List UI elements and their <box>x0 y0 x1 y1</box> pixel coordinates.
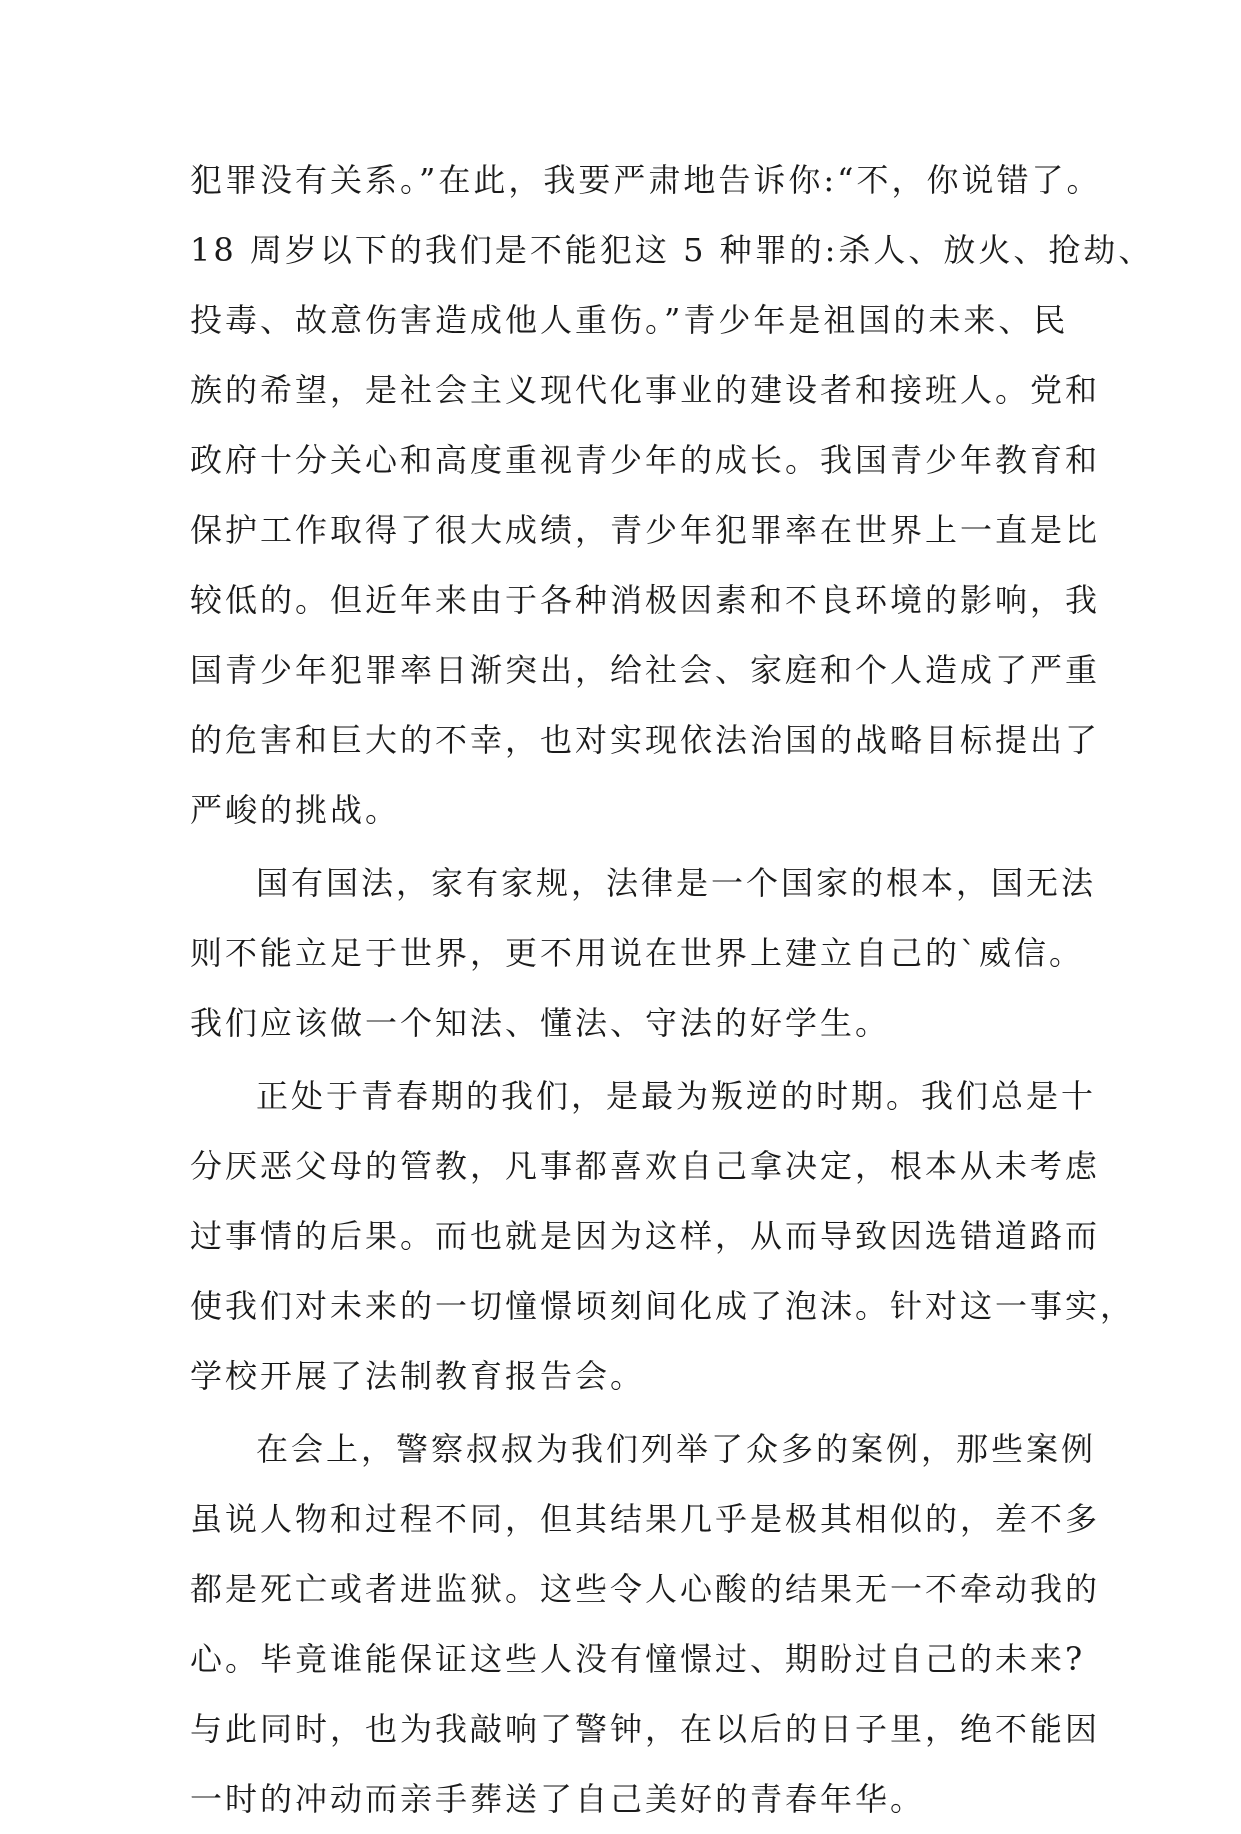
paragraph-line: 国青少年犯罪率日渐突出，给社会、家庭和个人造成了严重 <box>190 651 1101 689</box>
paragraph-3 <box>190 1061 1136 1411</box>
paragraph-line: 虽说人物和过程不同，但其结果几乎是极其相似的，差不多 <box>190 1500 1101 1538</box>
paragraph-line: 18 周岁以下的我们是不能犯这 5 种罪的:杀人、放火、抢劫、 <box>190 231 1154 269</box>
paragraph-line: 与此同时，也为我敲响了警钟，在以后的日子里，绝不能因 <box>190 1710 1101 1748</box>
paragraph-first-line: 国有国法，家有家规，法律是一个国家的根本，国无法 <box>256 864 1097 902</box>
paragraph-line: 族的希望，是社会主义现代化事业的建设者和接班人。党和 <box>190 371 1101 409</box>
paragraph-first-line: 正处于青春期的我们，是最为叛逆的时期。我们总是十 <box>256 1077 1097 1115</box>
paragraph-line: 政府十分关心和高度重视青少年的成长。我国青少年教育和 <box>190 441 1101 479</box>
paragraph-line: 则不能立足于世界，更不用说在世界上建立自己的`威信。 <box>190 934 1085 972</box>
paragraph-line: 犯罪没有关系。”在此，我要严肃地告诉你:“不，你说错了。 <box>190 161 1102 199</box>
paragraph-2 <box>190 848 1097 1058</box>
paragraph-line: 严峻的挑战。 <box>190 791 401 829</box>
paragraph-line: 保护工作取得了很大成绩，青少年犯罪率在世界上一直是比 <box>190 511 1101 549</box>
paragraph-line: 过事情的后果。而也就是因为这样，从而导致因选错道路而 <box>190 1217 1101 1255</box>
paragraph-line: 心。毕竟谁能保证这些人没有憧憬过、期盼过自己的未来? <box>190 1640 1086 1678</box>
paragraph-line: 我们应该做一个知法、懂法、守法的好学生。 <box>190 1004 891 1042</box>
paragraph-4 <box>190 1414 1101 1834</box>
paragraph-line: 学校开展了法制教育报告会。 <box>190 1357 646 1395</box>
paragraph-line: 都是死亡或者进监狱。这些令人心酸的结果无一不牵动我的 <box>190 1570 1101 1608</box>
paragraph-line: 一时的冲动而亲手葬送了自己美好的青春年华。 <box>190 1780 926 1818</box>
paragraph-line: 的危害和巨大的不幸，也对实现依法治国的战略目标提出了 <box>190 721 1101 759</box>
paragraph-line: 投毒、故意伤害造成他人重伤。”青少年是祖国的未来、民 <box>190 301 1069 339</box>
paragraph-line: 分厌恶父母的管教，凡事都喜欢自己拿决定，根本从未考虑 <box>190 1147 1101 1185</box>
paragraph-first-line: 在会上，警察叔叔为我们列举了众多的案例，那些案例 <box>256 1430 1097 1468</box>
paragraph-line: 使我们对未来的一切憧憬顷刻间化成了泡沫。针对这一事实， <box>190 1287 1136 1325</box>
paragraph-line: 较低的。但近年来由于各种消极因素和不良环境的影响，我 <box>190 581 1101 619</box>
paragraph-1 <box>190 145 1154 845</box>
document-body <box>190 145 1154 1834</box>
